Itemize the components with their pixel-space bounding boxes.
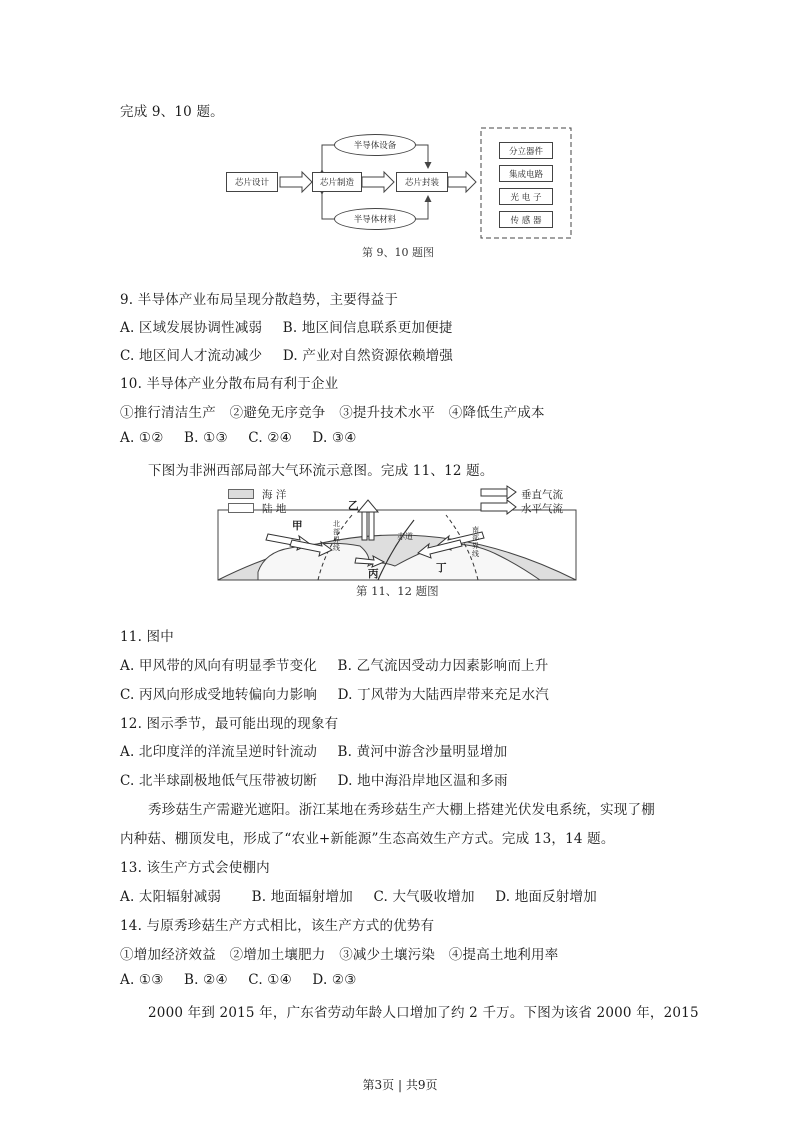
product-box: 光 电 子 xyxy=(499,188,553,205)
q10-stem: 10. 半导体产业分散布局有利于企业 xyxy=(120,376,339,392)
q13-option-a[interactable]: A. 太阳辐射减弱 xyxy=(120,889,222,905)
product-box: 分立器件 xyxy=(499,142,553,159)
q11-stem: 11. 图中 xyxy=(120,629,174,645)
q11-option-b[interactable]: B. 乙气流因受动力因素影响而上升 xyxy=(337,658,549,674)
label-bing: 丙 xyxy=(368,568,379,580)
q13-option-b[interactable]: B. 地面辐射增加 xyxy=(251,889,353,905)
q11-option-d[interactable]: D. 丁风带为大陆西岸带来充足水汽 xyxy=(337,687,549,703)
q11-options-ab xyxy=(120,654,548,674)
product-box: 集成电路 xyxy=(499,165,553,182)
q14-stem: 14. 与原秀珍菇生产方式相比，该生产方式的优势有 xyxy=(120,918,435,934)
product-box: 传 感 器 xyxy=(499,211,553,228)
diagram1-caption: 第 9、10 题图 xyxy=(362,246,434,259)
q9-stem: 9. 半导体产业布局呈现分散趋势，主要得益于 xyxy=(120,292,399,308)
label-jia: 甲 xyxy=(292,520,303,532)
q14-option-c[interactable]: C. ①④ xyxy=(248,972,292,988)
q13-stem: 13. 该生产方式会使棚内 xyxy=(120,860,270,876)
q9-option-a[interactable]: A. 区域发展协调性减弱 xyxy=(120,320,263,336)
legend-vertical-label: 垂直气流 xyxy=(521,489,563,501)
q14-option-d[interactable]: D. ②③ xyxy=(312,972,357,988)
q12-stem: 12. 图示季节，最可能出现的现象有 xyxy=(120,716,339,732)
q14-options xyxy=(120,972,357,988)
intro-11-12: 下图为非洲西部局部大气环流示意图。完成 11、12 题。 xyxy=(148,463,494,479)
q11-option-a[interactable]: A. 甲风带的风向有明显季节变化 xyxy=(120,658,318,674)
label-south-boundary: 南部界线 xyxy=(472,526,479,558)
chip-packaging-box: 芯片封装 xyxy=(396,172,448,192)
q12-options-cd xyxy=(120,769,508,789)
q12-options-ab xyxy=(120,740,507,760)
q13-option-d[interactable]: D. 地面反射增加 xyxy=(495,889,597,905)
label-north-boundary: 北部界线 xyxy=(333,520,340,552)
q14-option-b[interactable]: B. ②④ xyxy=(184,972,228,988)
q12-option-a[interactable]: A. 北印度洋的洋流呈逆时针流动 xyxy=(120,744,318,760)
semi-equipment-oval: 半导体设备 xyxy=(334,134,416,156)
q9-option-b[interactable]: B. 地区间信息联系更加便捷 xyxy=(282,320,453,336)
chip-design-box: 芯片设计 xyxy=(226,172,278,192)
label-equator: 赤道 xyxy=(397,532,413,541)
intro-9-10: 完成 9、10 题。 xyxy=(120,104,224,120)
legend-land-swatch xyxy=(228,503,254,513)
q12-option-c[interactable]: C. 北半球副极地低气压带被切断 xyxy=(120,773,318,789)
q11-option-c[interactable]: C. 丙风向形成受地转偏向力影响 xyxy=(120,687,318,703)
legend-ocean-swatch xyxy=(228,489,254,499)
diagram2-caption: 第 11、12 题图 xyxy=(356,584,439,598)
q13-option-c[interactable]: C. 大气吸收增加 xyxy=(373,889,475,905)
page-footer: 第3页 | 共9页 xyxy=(362,1078,438,1092)
legend-land-label: 陆 地 xyxy=(262,503,287,515)
q14-items: ①增加经济效益 ②增加土壤肥力 ③减少土壤污染 ④提高土地利用率 xyxy=(120,947,559,963)
q14-option-a[interactable]: A. ①③ xyxy=(120,972,164,988)
legend-ocean-label: 海 洋 xyxy=(262,489,287,501)
label-yi: 乙 xyxy=(348,500,359,512)
semi-material-oval: 半导体材料 xyxy=(334,208,416,230)
intro-13-14-line2: 内种菇、棚顶发电，形成了“农业+新能源”生态高效生产方式。完成 13，14 题。 xyxy=(120,831,615,847)
intro-13-14-line1: 秀珍菇生产需避光遮阳。浙江某地在秀珍菇生产大棚上搭建光伏发电系统，实现了棚 xyxy=(148,802,655,818)
label-ding: 丁 xyxy=(436,562,447,574)
q11-options-cd xyxy=(120,683,549,703)
q10-option-d[interactable]: D. ③④ xyxy=(312,430,357,446)
q12-option-d[interactable]: D. 地中海沿岸地区温和多雨 xyxy=(337,773,508,789)
q10-option-a[interactable]: A. ①② xyxy=(120,430,164,446)
intro-next: 2000 年到 2015 年，广东省劳动年龄人口增加了约 2 千万。下图为该省 2000 年，2015 xyxy=(148,1005,699,1021)
q10-items: ①推行清洁生产 ②避免无序竞争 ③提升技术水平 ④降低生产成本 xyxy=(120,405,545,421)
q12-option-b[interactable]: B. 黄河中游含沙量明显增加 xyxy=(337,744,508,760)
q9-option-c[interactable]: C. 地区间人才流动减少 xyxy=(120,348,263,364)
chip-manufacture-box: 芯片制造 xyxy=(312,172,362,192)
q10-option-c[interactable]: C. ②④ xyxy=(248,430,292,446)
q13-options xyxy=(120,885,597,905)
q9-option-d[interactable]: D. 产业对自然资源依赖增强 xyxy=(282,348,454,364)
q10-option-b[interactable]: B. ①③ xyxy=(184,430,228,446)
legend-horizontal-label: 水平气流 xyxy=(521,503,563,515)
